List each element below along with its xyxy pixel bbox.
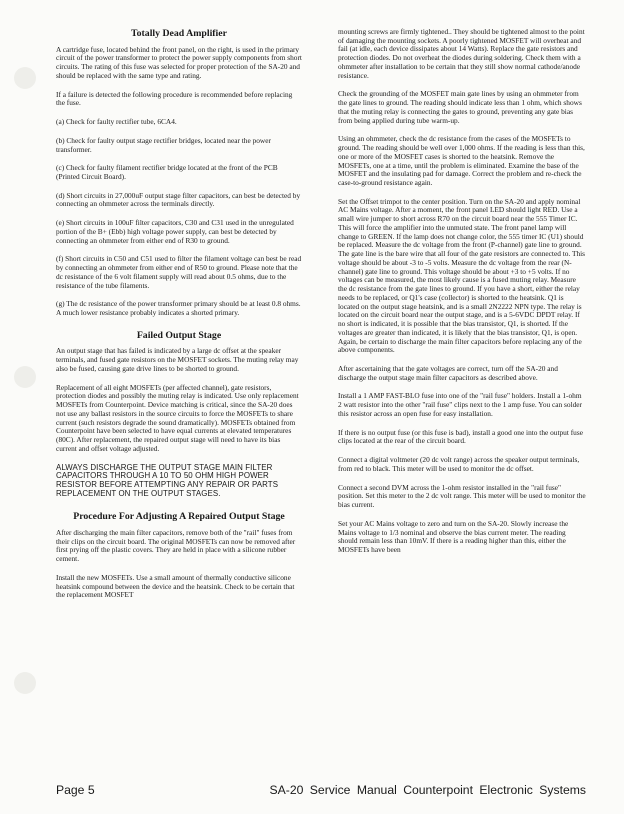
list-item: (d) Short circuits in 27,000uF output stage filter capacitors, can best be detected by connecting an ohmmeter across the terminals directly. [56, 190, 301, 209]
paragraph: Connect a digital voltmeter (20 dc volt range) across the speaker output terminals, from red to black. This meter will be used to monitor the dc offset. [338, 455, 580, 473]
binder-hole [14, 672, 36, 694]
footer-title: SA-20 Service Manual Counterpoint Electronic Systems [269, 783, 586, 797]
page-footer [56, 783, 586, 803]
section-heading: Procedure For Adjusting A Repaired Output Stage [73, 511, 285, 523]
list-item: (c) Check for faulty filament rectifier bridge located at the front of the PCB (Printed Circuit Board). [56, 163, 278, 181]
section-heading: Totally Dead Amplifier [131, 28, 227, 39]
paragraph: Using an ohmmeter, check the dc resistance from the cases of the MOSFETs to ground. The reading should be well over 1,000 ohms. If the reading is less than this, one or more of the MOSFET cases is shorted to the heatsink. Remove the MOSFETs, one at a time, until the problem is eliminated. Examine the base of the MOSFET and the insulating pad for damage. Correct the problem and re-check the case-to-ground resistance again. [338, 134, 585, 188]
paragraph: A cartridge fuse, located behind the front panel, on the right, is used in the primary circuit of the power transformer to protect the power supply components from short circuits. The rating of this fuse was selected for proper protection of the SA-20 and should be replaced with the same type and rating. [56, 44, 302, 80]
paragraph: Replacement of all eight MOSFETs (per affected channel), gate resistors, protection diodes and possibly the muting relay is indicated. Use only replacement MOSFETs from Counterpoint. Device matching is critical, since the SA-20 does not use any ballast resistors in the source circuits to force the MOSFETs to share current (such resistors degrade the sound dramatically). MOSFETs obtained from Counterpoint have been selected to have equal currents at elevated temperatures (80C). After replacement, the repaired output stage will need to have its bias current and offset voltage adjusted. [56, 382, 299, 453]
page-number: Page 5 [56, 783, 95, 797]
paragraph: mounting screws are firmly tightened.. They should be tightened almost to the point of damaging the mounting sockets. A poorly tightened MOSFET will overheat and fail (at idle, each device dissipates about 14 Watts). Replace the gate resistors and protection diodes. Do not overheat the diodes during soldering. Check them with a ohmmeter after installation to be certain that they still show normal cathode/anode resistance. [338, 27, 585, 80]
list-item: (b) Check for faulty output stage rectifier bridges, located near the power transformer. [56, 135, 271, 154]
paragraph: Install a 1 AMP FAST-BLO fuse into one of the "rail fuse" holders. Install a 1-ohm 2 watt resistor into the other "rail fuse" clips next to the 1 amp fuse. You can solder this resistor across an open fuse for easy installation. [338, 391, 583, 418]
binder-hole [14, 67, 36, 89]
right-column [338, 28, 586, 555]
warning-paragraph: ALWAYS DISCHARGE THE OUTPUT STAGE MAIN FILTER CAPACITORS THROUGH A 10 TO 50 OHM HIGH POWER RESISTOR BEFORE ATTEMPTING ANY REPAIR OR PARTS REPLACEMENT ON THE OUTPUT STAGES. [56, 462, 279, 499]
list-item: (e) Short circuits in 100uF filter capacitors, C30 and C31 used in the unregulated portion of the B+ (Ebb) high voltage power supply, can best be detected by connecting an ohmmeter from either end of R30 to ground. [56, 218, 294, 245]
paragraph: Set the Offset trimpot to the center position. Turn on the SA-20 and apply nominal AC Mains voltage. After a moment, the front panel LED should light RED. Use a small wire jumper to short across R70 on the circuit board near the 555 Timer IC. This will force the amplifier into the unmuted state. The front panel lamp will change to GREEN. If the lamp does not change color, the 555 timer IC (U1) should be replaced. Measure the dc voltage from the front (P-channel) gate line to ground. The gate line is the bare wire that all four of the gate resistors are connected to. This voltage should be about -3 to -5 volts. Measure the dc voltage from the rear (N-channel) gate line to ground. This voltage should be about +3 to +5 volts. If no voltages can be measured, the most likely cause is a fused muting relay. Measure the dc resistance from the gate lines to ground. If you have a short, either the relay needs to be replaced, or Q1's case (collector) is shorted to the heatsink. Q1 is located on the output stage heatsink, and is a small 2N2222 NPN type. The relay is located on the circuit board near the output stage, and is a 5-6VDC DPDT relay. If no short is indicated, it is possible that the bias transistor, Q1, is shorted. If the voltages are greater than indicated, it is likely that the bias transistor, Q1, is open. Again, be certain to discharge the main filter capacitors before replacing any of the above components. [338, 196, 586, 355]
list-item: (f) Short circuits in C50 and C51 used to filter the filament voltage can best be read by connecting an ohmmeter from either end of R50 to ground. Please note that the dc resistance of the 6 volt filament supply will read about 0.5 ohms, due to the resistance of the tube filaments. [56, 254, 302, 290]
paragraph: After discharging the main filter capacitors, remove both of the "rail" fuses from their clips on the circuit board. The original MOSFETs can now be removed after first prying off the plastic covers. They are held in place with a silicone rubber cement. [56, 527, 296, 564]
paragraph: Install the new MOSFETs. Use a small amount of thermally conductive silicone heatsink compound between the device and the heatsink. Check to be certain that the replacement MOSFET [56, 572, 295, 600]
paragraph: If a failure is detected the following procedure is recommended before replacing the fuse. [56, 89, 293, 108]
section-heading: Failed Output Stage [136, 329, 222, 341]
paragraph: An output stage that has failed is indicated by a large dc offset at the speaker terminals, and fused gate resistors on the MOSFET sockets. The muting relay may also be fused, causing gate drive lines to be shorted to ground. [56, 346, 299, 373]
paragraph: Check the grounding of the MOSFET main gate lines by using an ohmmeter from the gate lines to ground. The reading should indicate less than 1 ohm, which shows that the muting relay is connecting the gates to ground, preventing any gate bias from being applied during tube warm-up. [338, 89, 582, 125]
paragraph: If there is no output fuse (or this fuse is bad), install a good one into the output fuse clips located at the rear of the circuit board. [338, 427, 583, 446]
list-item: (g) The dc resistance of the power transformer primary should be at least 0.8 ohms. A much lower resistance probably indicates a shorted primary. [56, 299, 301, 318]
list-item: (a) Check for faulty rectifier tube, 6CA4. [56, 117, 177, 127]
binder-hole [14, 366, 36, 388]
paragraph: Set your AC Mains voltage to zero and turn on the SA-20. Slowly increase the Mains voltage to 1/3 nominal and observe the bias current meter. The reading should remain less than 10mV. If there is a reading higher than this, either the MOSFETs have been [338, 518, 569, 554]
paragraph: Connect a second DVM across the 1-ohm resistor installed in the "rail fuse" position. Set this meter to the 2 dc volt range. This meter will be used to monitor the bias current. [338, 482, 586, 510]
left-column [56, 28, 302, 600]
paragraph: After ascertaining that the gate voltages are correct, turn off the SA-20 and discharge the output stage main filter capacitors as described above. [338, 363, 558, 382]
